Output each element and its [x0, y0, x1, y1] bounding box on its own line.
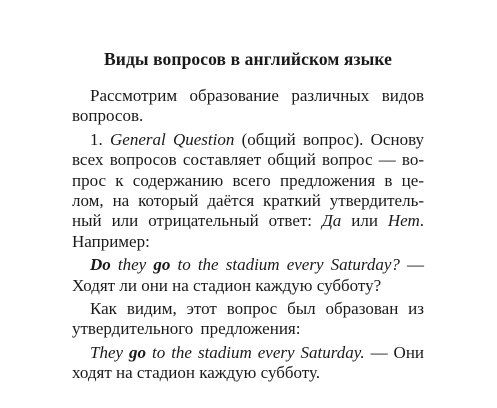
remark-paragraph [72, 299, 424, 340]
example-statement [72, 343, 424, 384]
section-heading: Виды вопросов в английском языке [103, 49, 392, 69]
es-word-they: They [90, 342, 124, 362]
gq-answer-yes: Да [321, 211, 342, 231]
gq-text-b: . Например: [72, 211, 425, 251]
eq-translation: — Ходят ли они на стадион каждую субботу? [72, 255, 424, 295]
eq-rest: to the stadium every Saturday? [177, 255, 400, 275]
eq-word-do: Do [90, 255, 111, 275]
example-question [72, 255, 424, 296]
es-rest: to the stadium every Saturday. [152, 342, 365, 362]
intro-text: Рассмотрим образование различных видов вопросов. [72, 86, 424, 126]
eq-word-go: go [153, 255, 171, 275]
gq-answer-no: Нет [387, 211, 420, 231]
es-word-go: go [129, 342, 147, 362]
general-question-paragraph [72, 130, 424, 252]
intro-paragraph [72, 86, 424, 127]
es-translation: — Они ходят на стадион каждую субботу. [72, 342, 425, 383]
document-page [72, 48, 424, 384]
gq-text-a: (общий вопрос). Основу всех вопросов составляет общий вопрос — во-прос к содержанию всего предложения в це-лом, на который даётся краткий утвердитель-ный или отрицательный ответ: [72, 129, 425, 231]
gq-or-word: или [351, 211, 378, 231]
eq-word-they: they [117, 255, 147, 275]
gq-term: General Question [110, 129, 235, 149]
remark-text: Как видим, этот вопрос был образован из утвердительного предложения: [72, 299, 424, 339]
gq-number: 1. [90, 129, 103, 149]
